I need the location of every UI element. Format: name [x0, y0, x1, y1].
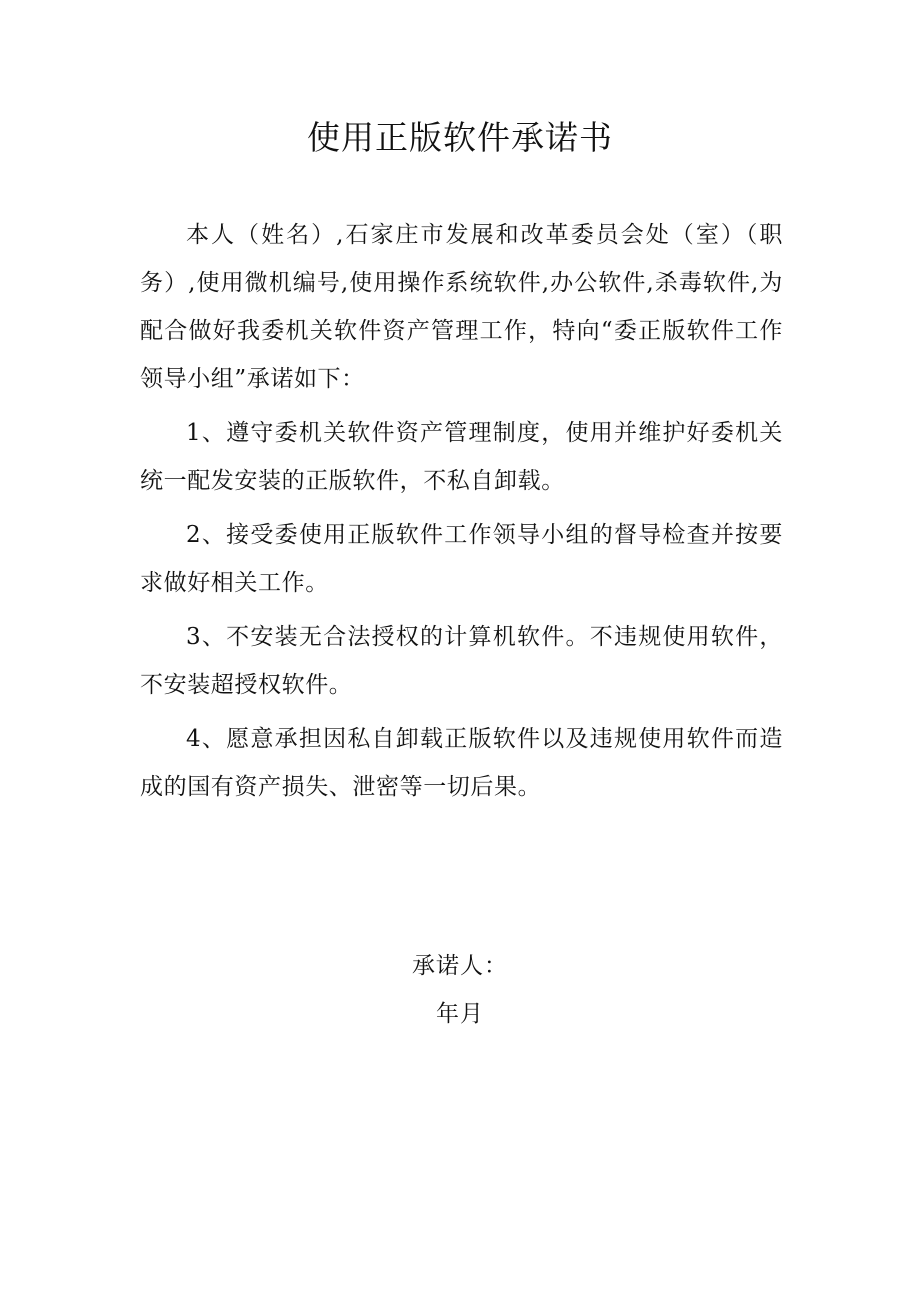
document-body — [140, 211, 783, 817]
commitment-item-3: 3、不安装无合法授权的计算机软件。不违规使用软件，不安装超授权软件。 — [140, 624, 783, 698]
document-title: 使用正版软件承诺书 — [307, 118, 613, 157]
commitment-item-2: 2、接受委使用正版软件工作领导小组的督导检查并按要求做好相关工作。 — [140, 522, 783, 596]
intro-paragraph: 本人（姓名）,石家庄市发展和改革委员会处（室）（职务）,使用微机编号,使用操作系统软件,办公软件,杀毒软件,为配合做好我委机关软件资产管理工作，特向“委正版软件工作领导小组”承诺如下： — [140, 222, 783, 392]
commitment-item-4: 4、愿意承担因私自卸载正版软件以及违规使用软件而造成的国有资产损失、泄密等一切后果。 — [140, 726, 783, 800]
date-label: 年月 — [436, 1001, 484, 1027]
promisor-label: 承诺人： — [412, 953, 508, 979]
signature-block — [0, 942, 920, 1038]
commitment-item-1: 1、遵守委机关软件资产管理制度，使用并维护好委机关统一配发安装的正版软件，不私自卸载。 — [140, 420, 783, 494]
